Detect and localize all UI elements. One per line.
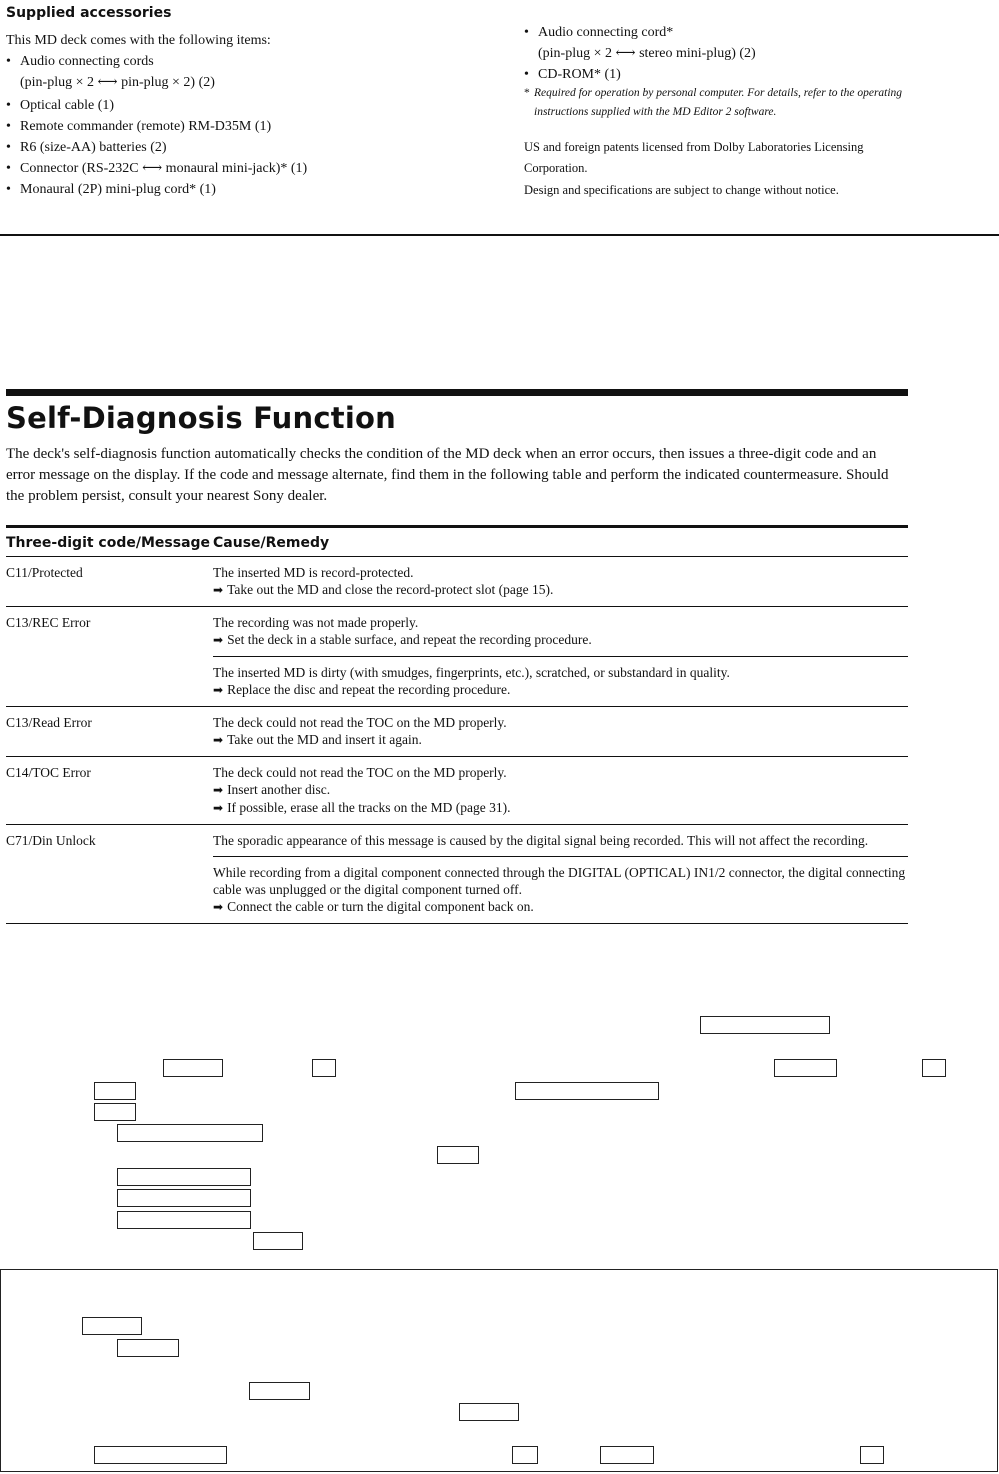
table-row — [6, 707, 908, 757]
error-code: C13/REC Error — [6, 607, 213, 657]
remedy-line: ➡ Set the deck in a stable surface, and repeat the recording procedure. — [213, 632, 592, 647]
cause-remedy — [213, 657, 908, 707]
empty-label-box — [774, 1059, 837, 1077]
arrow-right-icon: ➡ — [213, 801, 224, 815]
cause-remedy — [213, 607, 908, 657]
remedy-line: ➡ Take out the MD and close the record-protect slot (page 15). — [213, 582, 554, 597]
empty-label-box — [94, 1103, 136, 1121]
list-item: • R6 (size-AA) batteries (2) — [6, 137, 476, 158]
empty-label-box — [94, 1082, 136, 1100]
column-header-cause: Cause/Remedy — [213, 527, 908, 557]
table-row — [6, 607, 908, 657]
arrow-right-icon: ➡ — [213, 900, 224, 914]
empty-label-box — [117, 1339, 179, 1357]
patent-notice: US and foreign patents licensed from Dolby Laboratories Licensing Corporation. — [524, 140, 864, 175]
column-header-code: Three-digit code/Message — [6, 527, 213, 557]
cause-remedy — [213, 757, 908, 825]
cause-text: While recording from a digital component connected through the DIGITAL (OPTICAL) IN1/2 connector, the digital connecting cable was unplugged or the digital component turned off. — [213, 865, 906, 897]
section-divider — [0, 234, 999, 236]
empty-label-box — [82, 1317, 142, 1335]
remedy-line: ➡ Connect the cable or turn the digital component back on. — [213, 899, 534, 914]
empty-label-box — [700, 1016, 830, 1034]
empty-label-box — [459, 1403, 519, 1421]
error-code — [6, 657, 213, 707]
remedy-line: ➡ Take out the MD and insert it again. — [213, 732, 422, 747]
remedy-line: ➡ Replace the disc and repeat the recording procedure. — [213, 682, 511, 697]
arrow-right-icon: ➡ — [213, 683, 224, 697]
table-row — [6, 757, 908, 825]
accessories-intro: This MD deck comes with the following items: — [6, 33, 271, 48]
cause-remedy — [213, 857, 908, 924]
arrow-right-icon: ➡ — [213, 633, 224, 647]
section-intro: The deck's self-diagnosis function automatically checks the condition of the MD deck when an error occurs, then issues a three-digit code and an error message on the display. If the code and message alternate, find them in the following table and perform the indicated countermeasure. Should the problem persist, consult your nearest Sony dealer. — [6, 446, 889, 504]
cause-text: The sporadic appearance of this message is caused by the digital signal being recorded. This will not affect the recording. — [213, 833, 869, 848]
empty-label-box — [117, 1124, 263, 1142]
cause-text: The deck could not read the TOC on the MD properly. — [213, 765, 507, 780]
arrow-right-icon: ➡ — [213, 583, 224, 597]
accessories-heading: Supplied accessories — [6, 5, 172, 21]
empty-label-box — [94, 1446, 227, 1464]
list-item: • CD-ROM* (1) — [524, 64, 944, 85]
table-row — [6, 825, 908, 857]
empty-label-box — [163, 1059, 223, 1077]
cause-text: The deck could not read the TOC on the MD properly. — [213, 715, 507, 730]
design-notice: Design and specifications are subject to change without notice. — [524, 183, 839, 197]
remedy-line: ➡ If possible, erase all the tracks on the MD (page 31). — [213, 800, 511, 815]
list-item: • Optical cable (1) — [6, 95, 476, 116]
error-code: C11/Protected — [6, 557, 213, 607]
cause-remedy — [213, 707, 908, 757]
empty-label-box — [117, 1189, 251, 1207]
error-code-table — [6, 525, 908, 924]
empty-label-box — [437, 1146, 479, 1164]
error-code: C71/Din Unlock — [6, 825, 213, 857]
error-code — [6, 857, 213, 924]
empty-frame — [0, 1269, 998, 1472]
cause-text: The recording was not made properly. — [213, 615, 419, 630]
empty-label-box — [249, 1382, 310, 1400]
empty-label-box — [600, 1446, 654, 1464]
table-row — [6, 557, 908, 607]
accessories-left-list — [6, 51, 476, 200]
empty-label-box — [860, 1446, 884, 1464]
cause-remedy — [213, 825, 908, 857]
cause-text: The inserted MD is record-protected. — [213, 565, 414, 580]
list-item: • Audio connecting cord* (pin-plug × 2 ⟷ stereo mini-plug) (2) — [524, 22, 944, 64]
error-code: C14/TOC Error — [6, 757, 213, 825]
list-item: • Remote commander (remote) RM-D35M (1) — [6, 116, 476, 137]
empty-label-box — [117, 1211, 251, 1229]
empty-label-box — [253, 1232, 303, 1250]
list-item: • Connector (RS-232C ⟷ monaural mini-jack)* (1) — [6, 158, 476, 179]
arrow-right-icon: ➡ — [213, 783, 224, 797]
page-title: Self-Diagnosis Function — [6, 401, 396, 435]
list-item: • Audio connecting cords (pin-plug × 2 ⟷ pin-plug × 2) (2) — [6, 51, 476, 93]
error-code: C13/Read Error — [6, 707, 213, 757]
table-row — [6, 657, 908, 707]
cause-remedy — [213, 557, 908, 607]
empty-label-box — [312, 1059, 336, 1077]
empty-label-box — [922, 1059, 946, 1077]
empty-label-box — [512, 1446, 538, 1464]
table-row — [6, 857, 908, 924]
empty-label-box — [515, 1082, 659, 1100]
empty-label-box — [117, 1168, 251, 1186]
remedy-line: ➡ Insert another disc. — [213, 782, 331, 797]
arrow-right-icon: ➡ — [213, 733, 224, 747]
list-item: • Monaural (2P) mini-plug cord* (1) — [6, 179, 476, 200]
footnote: * Required for operation by personal computer. For details, refer to the operating instructions supplied with the MD Editor 2 software. — [524, 84, 934, 122]
cause-text: The inserted MD is dirty (with smudges, fingerprints, etc.), scratched, or substandard in quality. — [213, 665, 730, 680]
accessories-right-list — [524, 22, 944, 85]
title-bar — [6, 389, 908, 396]
table-header-row — [6, 527, 908, 557]
